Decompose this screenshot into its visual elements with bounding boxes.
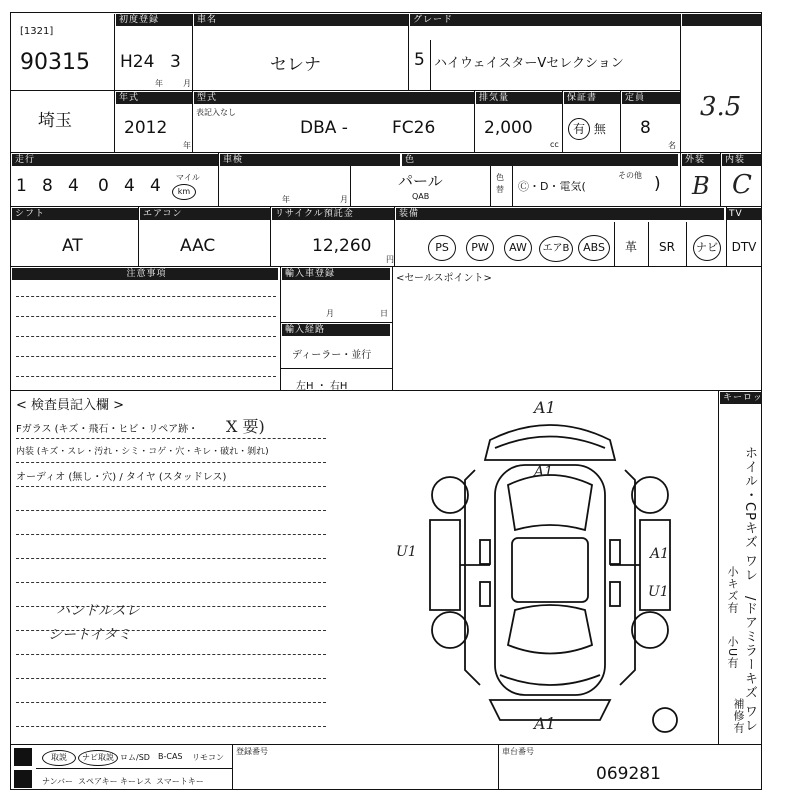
option-aw: [500, 232, 536, 262]
car-name-header: 車名: [194, 14, 408, 26]
mileage-header: 走行: [12, 154, 218, 166]
side-note-col3: /ドアミラーキズ ワレ: [742, 596, 757, 733]
key-lock-header: キーロック: [720, 392, 762, 404]
footer-icon-1: [14, 748, 32, 766]
color-change: 色替: [496, 173, 504, 194]
no-display-note: 表記入なし: [196, 108, 236, 117]
aircon-header: エアコン: [140, 208, 270, 220]
option-pw-circled: PW: [466, 235, 494, 261]
footer-keyless: キーレス: [120, 777, 152, 786]
warranty-no: 無: [593, 122, 606, 136]
mile-label: マイル: [176, 173, 200, 182]
import-type: ディーラー・並行: [292, 350, 372, 361]
import-type-header: 輸入経路: [282, 324, 390, 336]
damage-mark-top: A1: [534, 398, 556, 417]
footer-bcas: B-CAS: [158, 752, 183, 761]
side-note-col1: ホイル・CPキズ ワレ: [742, 446, 757, 583]
inspection-month-unit: 月: [340, 195, 348, 204]
exterior-grade: B: [692, 172, 710, 200]
mileage-digit-6: 4: [150, 176, 161, 196]
color-header: 色: [402, 154, 678, 166]
interior-header: 内装: [722, 154, 762, 166]
recycle-header: リサイクル預託金: [272, 208, 394, 220]
damage-mark-left: U1: [396, 544, 417, 560]
month-unit: 月: [183, 79, 191, 88]
side-note-col5: 補修有: [732, 698, 745, 734]
audio-tire-line: オーディオ (無し・穴) / タイヤ (スタッドレス): [16, 472, 227, 483]
tv-header: TV: [726, 208, 762, 220]
lot-label: [1321]: [20, 26, 54, 37]
region: 埼玉: [38, 111, 72, 131]
option-leather: 革: [624, 240, 637, 254]
warranty-header: 保証書: [564, 92, 620, 104]
yen-unit: 円: [386, 255, 394, 264]
option-abs: [576, 232, 612, 262]
mileage-digit-1: 1: [16, 176, 27, 196]
option-navi-circled: ナビ: [693, 235, 721, 261]
option-ps-circled: PS: [428, 235, 456, 261]
displacement-header: 排気量: [476, 92, 562, 104]
sales-point-label: <セールスポイント>: [396, 273, 492, 284]
side-note-col4: 小U有: [726, 636, 739, 670]
chassis-label: 車台番号: [502, 747, 534, 756]
footer-navi-manual: ナビ取説: [78, 750, 118, 766]
capacity: 8: [640, 118, 651, 138]
inspection-year-unit: 年: [282, 195, 290, 204]
option-aw-circled: AW: [504, 235, 532, 261]
mileage-digit-5: 4: [124, 176, 135, 196]
exterior-header: 外装: [682, 154, 720, 166]
warranty-yes-circled: 有: [568, 118, 590, 140]
import-reg-header: 輸入車登録: [282, 268, 390, 280]
footer-remote: リモコン: [192, 753, 224, 762]
option-abs-circled: ABS: [578, 235, 610, 261]
lot-number: 90315: [20, 50, 90, 75]
capacity-unit: 名: [668, 141, 676, 150]
equipment-header: 装備: [396, 208, 724, 220]
notes-header: 注意事項: [12, 268, 278, 280]
km-circled: km: [172, 184, 196, 200]
side-note-col2: 小キズ有: [726, 566, 739, 614]
close-paren: ): [654, 174, 661, 194]
handwritten-note-1: ハンドルスレ: [56, 603, 140, 619]
top-right-header: [682, 14, 762, 26]
fglass-line: Fガラス (キズ・飛石・ヒビ・リペア跡・: [16, 424, 199, 435]
first-reg-header: 初度登録: [116, 14, 192, 26]
color-code: QAB: [412, 192, 430, 201]
option-ps: [424, 232, 460, 262]
option-sr: SR: [659, 240, 675, 254]
interior-line: 内装 (キズ・スレ・汚れ・シミ・コゲ・穴・キレ・破れ・剝れ): [16, 447, 269, 457]
car-damage-diagram: [420, 400, 680, 740]
grade-name: ハイウェイスターVセレクション: [434, 56, 624, 71]
option-navi: [690, 232, 724, 262]
first-reg-month: 3: [170, 52, 181, 72]
damage-mark-right-rear: U1: [648, 584, 669, 600]
car-name: セレナ: [270, 55, 321, 75]
handwritten-note-2: シートイタミ: [48, 627, 132, 643]
recycle-fee: 12,260: [312, 236, 372, 256]
damage-mark-right: A1: [650, 546, 670, 562]
model-code: FC26: [392, 118, 436, 138]
footer-icon-2: [14, 770, 32, 788]
interior-grade: C: [732, 170, 752, 200]
option-dtv: DTV: [731, 240, 757, 254]
option-pw: [462, 232, 498, 262]
first-reg-era-year: H24: [120, 52, 155, 72]
color-name: パール: [398, 172, 443, 190]
footer-spare-key: スペアキー: [78, 777, 118, 786]
model-prefix: DBA -: [300, 118, 348, 138]
handle-side: 左H ・ 右H: [296, 381, 348, 392]
model-header: 型式: [194, 92, 474, 104]
model-year: 2012: [124, 118, 168, 138]
fglass-hand: X 要): [226, 417, 265, 436]
warranty-values: [568, 118, 606, 140]
year-unit: 年: [155, 79, 163, 88]
cc-unit: cc: [550, 140, 559, 149]
other-label: その他: [618, 171, 642, 180]
footer-smart-key: スマートキー: [156, 777, 204, 786]
door-count: 5: [414, 50, 425, 70]
shift-header: シフト: [12, 208, 138, 220]
footer-rom-sd: ロム/SD: [120, 753, 150, 762]
import-day-unit: 日: [380, 309, 388, 318]
mileage-digit-2: 8: [42, 176, 53, 196]
reg-number-label: 登録番号: [236, 747, 268, 756]
capacity-header: 定員: [622, 92, 680, 104]
aircon-type: AAC: [180, 236, 216, 256]
model-year-header: 年式: [116, 92, 192, 104]
footer-number-plate: ナンバー: [42, 777, 74, 786]
displacement: 2,000: [484, 118, 533, 138]
grade-header: グレード: [410, 14, 680, 26]
footer-manual: 取説: [42, 750, 76, 766]
damage-mark-hood: A1: [534, 464, 554, 480]
transmission: AT: [62, 236, 83, 256]
model-year-unit: 年: [183, 141, 191, 150]
ac-options: Ⓒ・D・電気(: [518, 180, 586, 193]
mileage-digit-4: 0: [98, 176, 109, 196]
damage-mark-bottom: A1: [534, 714, 556, 733]
import-month-unit: 月: [326, 309, 334, 318]
handwritten-score: 3.5: [700, 92, 742, 122]
inspection-header: 車検: [220, 154, 400, 166]
chassis-number: 069281: [596, 764, 661, 784]
option-airbag-circled: エアB: [539, 236, 573, 262]
mileage-digit-3: 4: [68, 176, 79, 196]
option-airbag: [536, 232, 576, 262]
inspector-title: < 検査員記入欄 >: [16, 398, 125, 413]
